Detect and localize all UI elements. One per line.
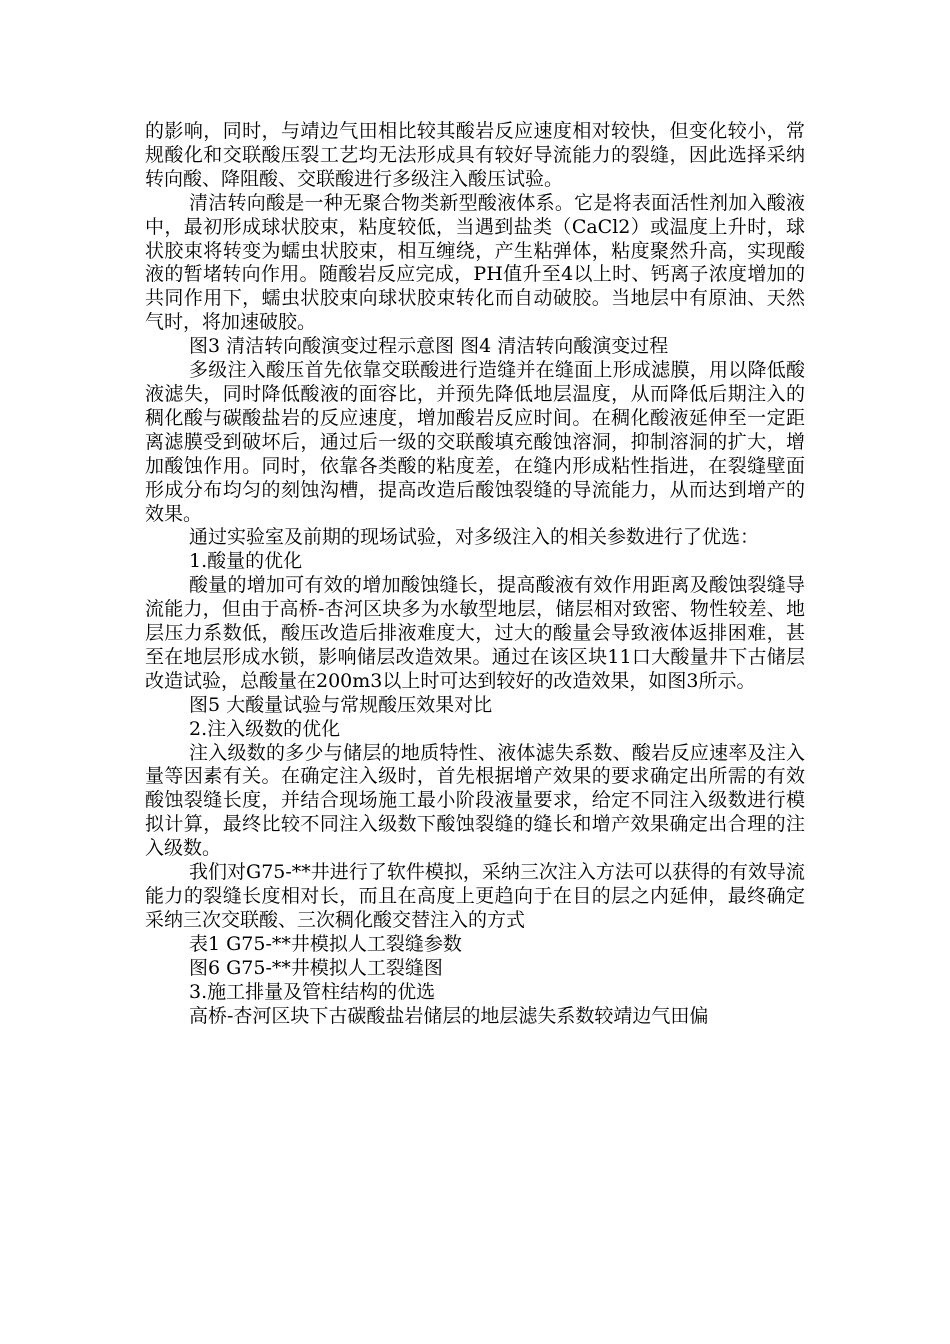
paragraph-injection-stages: 注入级数的多少与储层的地质特性、液体滤失系数、酸岩反应速率及注入量等因素有关。在确定注入级时，首先根据增产效果的要求确定出所需的有效酸蚀裂缝长度，并结合现场施工最小阶段液量要求，给定不同注入级数进行模拟计算，最终比较不同注入级数下酸蚀裂缝的缝长和增产效果确定出合理的注入级数。 — [145, 741, 805, 860]
paragraph-acid-rock-reaction: 的影响，同时，与靖边气田相比较其酸岩反应速度相对较快，但变化较小，常规酸化和交联酸压裂工艺均无法形成具有较好导流能力的裂缝，因此选择采纳转向酸、降阻酸、交联酸进行多级注入酸压试验。 — [145, 120, 805, 190]
paragraph-software-simulation: 我们对G75-**井进行了软件模拟，采纳三次注入方法可以获得的有效导流能力的裂缝长度相对长，而且在高度上更趋向于在目的层之内延伸，最终确定采纳三次交联酸、三次稠化酸交替注入的方式 — [145, 861, 805, 931]
paragraph-multistage-injection: 多级注入酸压首先依靠交联酸进行造缝并在缝面上形成滤膜，用以降低酸液滤失，同时降低酸液的面容比，并预先降低地层温度，从而降低后期注入的稠化酸与碳酸盐岩的反应速度，增加酸岩反应时间。在稠化酸液延伸至一定距离滤膜受到破坏后，通过后一级的交联酸填充酸蚀溶洞，抑制溶洞的扩大，增加酸蚀作用。同时，依靠各类酸的粘度差，在缝内形成粘性指进，在裂缝壁面形成分布均匀的刻蚀沟槽，提高改造后酸蚀裂缝的导流能力，从而达到增产的效果。 — [145, 359, 805, 525]
document-body — [145, 120, 805, 1028]
paragraph-clean-diverting-acid: 清洁转向酸是一种无聚合物类新型酸液体系。它是将表面活性剂加入酸液中，最初形成球状胶束，粘度较低，当遇到盐类（CaCl2）或温度上升时，球状胶束将转变为蠕虫状胶束，相互缠绕，产生粘弹体，粘度聚然升高，实现酸液的暂堵转向作用。随酸岩反应完成，PH值升至4以上时、钙离子浓度增加的共同作用下，蠕虫状胶束向球状胶束转化而自动破胶。当地层中有原油、天然气时，将加速破胶。 — [145, 191, 805, 334]
table-caption-1: 表1 G75-**井模拟人工裂缝参数 — [189, 932, 462, 955]
paragraph-parameter-optimization: 通过实验室及前期的现场试验，对多级注入的相关参数进行了优选： — [189, 526, 760, 549]
paragraph-acid-volume: 酸量的增加可有效的增加酸蚀缝长，提高酸液有效作用距离及酸蚀裂缝导流能力，但由于高桥-杏河区块多为水敏型地层，储层相对致密、物性较差、地层压力系数低，酸压改造后排液难度大，过大的酸量会导致液体返排困难，甚至在地层形成水锁，影响储层改造效果。通过在该区块11口大酸量井下古储层改造试验，总酸量在200m3以上时可达到较好的改造效果，如图3所示。 — [145, 574, 805, 692]
figure-caption-3-4: 图3 清洁转向酸演变过程示意图 图4 清洁转向酸演变过程 — [189, 335, 669, 358]
figure-caption-5: 图5 大酸量试验与常规酸压效果对比 — [189, 693, 493, 716]
section-heading-acid-volume: 1.酸量的优化 — [189, 550, 303, 573]
section-heading-pump-rate: 3.施工排量及管柱结构的优选 — [189, 980, 436, 1003]
paragraph-fluid-loss: 高桥-杏河区块下古碳酸盐岩储层的地层滤失系数较靖边气田偏 — [189, 1004, 709, 1027]
figure-caption-6: 图6 G75-**井模拟人工裂缝图 — [189, 956, 443, 979]
section-heading-injection-stages: 2.注入级数的优化 — [189, 717, 341, 740]
